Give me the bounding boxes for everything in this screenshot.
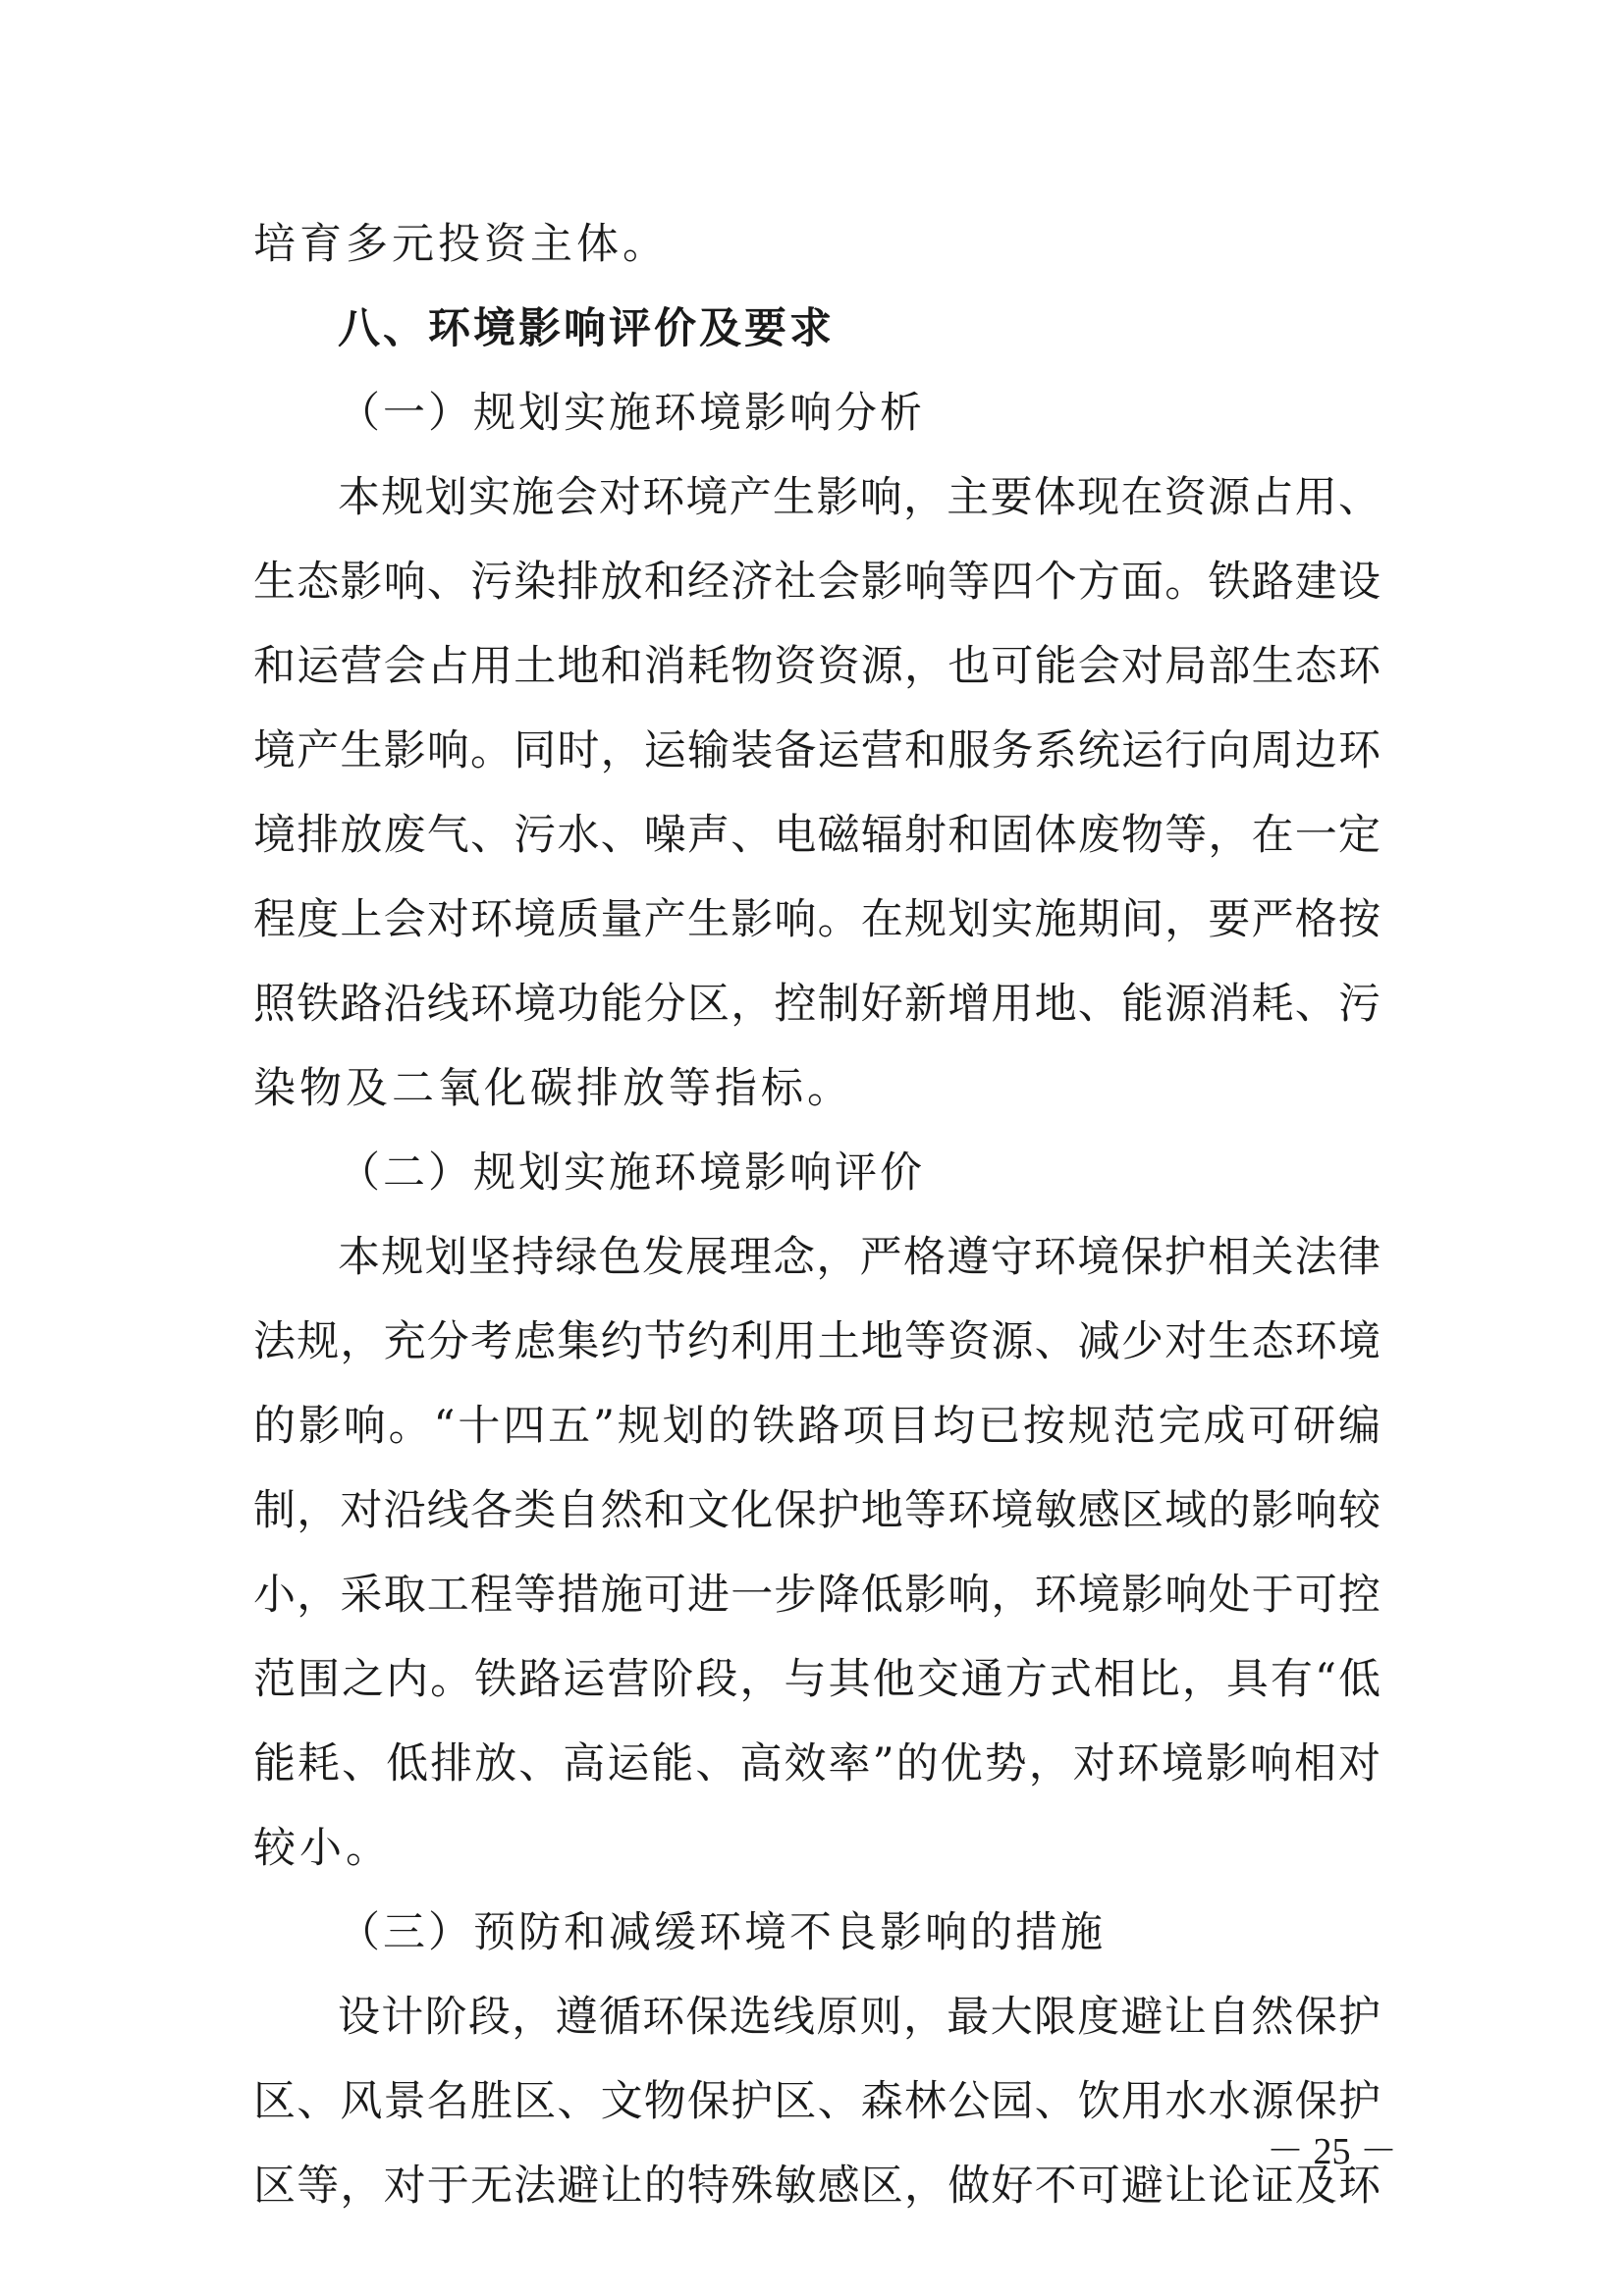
paragraph-line: 程度上会对环境质量产生影响。在规划实施期间，要严格按 [253,895,1380,944]
page-number: － 25 － [1267,2131,1398,2172]
document-body [253,202,1380,2228]
paragraph-line: 照铁路沿线环境功能分区，控制好新增用地、能源消耗、污 [253,980,1380,1029]
subsection-heading: （二）规划实施环境影响评价 [338,1148,925,1198]
paragraph-line: 生态影响、污染排放和经济社会影响等四个方面。铁路建设 [253,558,1380,607]
paragraph-line: 区、风景名胜区、文物保护区、森林公园、饮用水水源保护 [253,2077,1380,2126]
paragraph-line: 本规划坚持绿色发展理念，严格遵守环境保护相关法律 [338,1233,1380,1282]
paragraph-line: 较小。 [253,1824,392,1873]
paragraph-line: 本规划实施会对环境产生影响，主要体现在资源占用、 [338,473,1380,522]
paragraph-line: 区等，对于无法避让的特殊敏感区，做好不可避让论证及环 [253,2162,1380,2211]
paragraph-line: 培育多元投资主体。 [253,220,669,269]
paragraph-line: 和运营会占用土地和消耗物资资源，也可能会对局部生态环 [253,642,1380,691]
paragraph-line: 制，对沿线各类自然和文化保护地等环境敏感区域的影响较 [253,1486,1380,1535]
subsection-heading: （一）规划实施环境影响分析 [338,389,925,438]
subsection-heading: （三）预防和减缓环境不良影响的措施 [338,1908,1106,1957]
paragraph-line: 境产生影响。同时，运输装备运营和服务系统运行向周边环 [253,726,1380,775]
paragraph-line: 染物及二氧化碳排放等指标。 [253,1064,853,1113]
paragraph-line: 的影响。“十四五”规划的铁路项目均已按规范完成可研编 [253,1402,1380,1451]
section-heading: 八、环境影响评价及要求 [338,304,835,353]
paragraph-line: 设计阶段，遵循环保选线原则，最大限度避让自然保护 [338,1993,1380,2042]
paragraph-line: 范围之内。铁路运营阶段，与其他交通方式相比，具有“低 [253,1655,1380,1704]
paragraph-line: 能耗、低排放、高运能、高效率”的优势，对环境影响相对 [253,1739,1380,1789]
paragraph-line: 小，采取工程等措施可进一步降低影响，环境影响处于可控 [253,1571,1380,1620]
paragraph-line: 法规，充分考虑集约节约利用土地等资源、减少对生态环境 [253,1317,1380,1366]
paragraph-line: 境排放废气、污水、噪声、电磁辐射和固体废物等，在一定 [253,811,1380,860]
